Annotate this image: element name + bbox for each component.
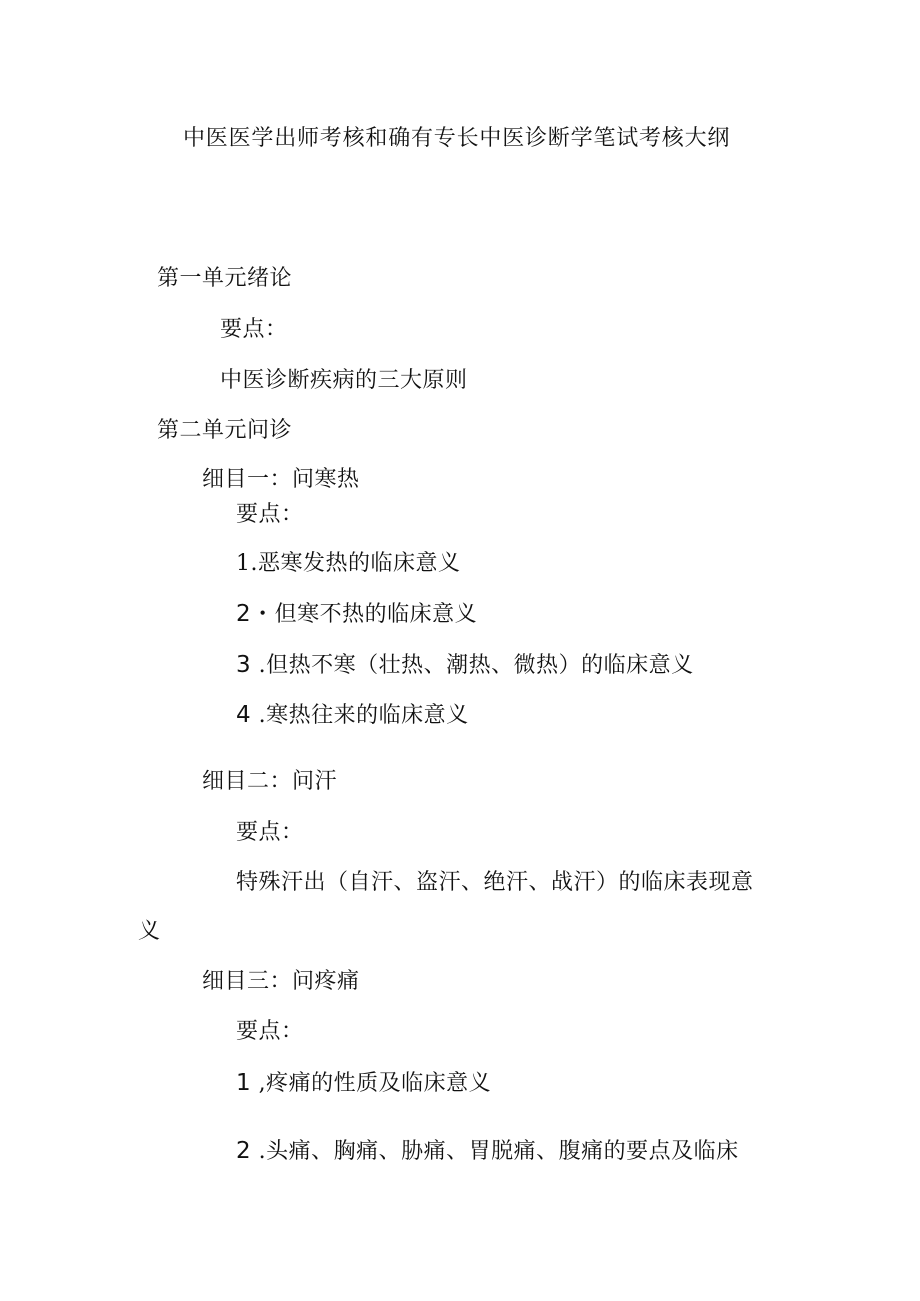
item1-point-2 (236, 599, 477, 630)
point-number: 3 (236, 652, 252, 678)
point-number: 2・ (236, 601, 275, 627)
item2-point-line-1: 特殊汗出（自汗、盗汗、绝汗、战汗）的临床表现意 (236, 870, 754, 895)
point-number: 1 (236, 1070, 252, 1096)
document-title: 中医医学出师考核和确有专长中医诊断学笔试考核大纲 (183, 126, 731, 151)
item2-points-label: 要点： (236, 820, 304, 845)
item2-point-line-2: 义 (138, 919, 161, 944)
item2-heading: 细目二：问汗 (202, 769, 338, 794)
point-number: 2 (236, 1138, 252, 1164)
item1-point-4 (236, 700, 469, 731)
item1-points-label: 要点： (236, 502, 304, 527)
item3-heading: 细目三：问疼痛 (202, 969, 360, 994)
item1-point-1 (236, 549, 461, 579)
point-number: 4 (236, 702, 252, 728)
unit2-heading: 第二单元问诊 (157, 418, 293, 443)
item1-heading: 细目一：问寒热 (202, 467, 360, 492)
item1-point-3 (236, 650, 694, 681)
point-text: ,疼痛的性质及临床意义 (258, 1071, 492, 1096)
point-text: 但寒不热的临床意义 (274, 602, 478, 627)
point-number: 1. (236, 551, 258, 576)
point-text: .寒热往来的临床意义 (258, 703, 469, 728)
point-text: .但热不寒（壮热、潮热、微热）的临床意义 (258, 653, 694, 678)
item3-point-1 (236, 1068, 491, 1099)
unit1-points-label: 要点： (220, 317, 288, 342)
unit1-heading: 第一单元绪论 (157, 266, 293, 291)
point-text: 恶寒发热的临床意义 (258, 551, 461, 576)
unit1-point-1: 中医诊断疾病的三大原则 (220, 368, 468, 393)
item3-point-2 (236, 1136, 739, 1167)
point-text: .头痛、胸痛、胁痛、胃脱痛、腹痛的要点及临床 (258, 1139, 739, 1164)
item3-points-label: 要点： (236, 1019, 304, 1044)
